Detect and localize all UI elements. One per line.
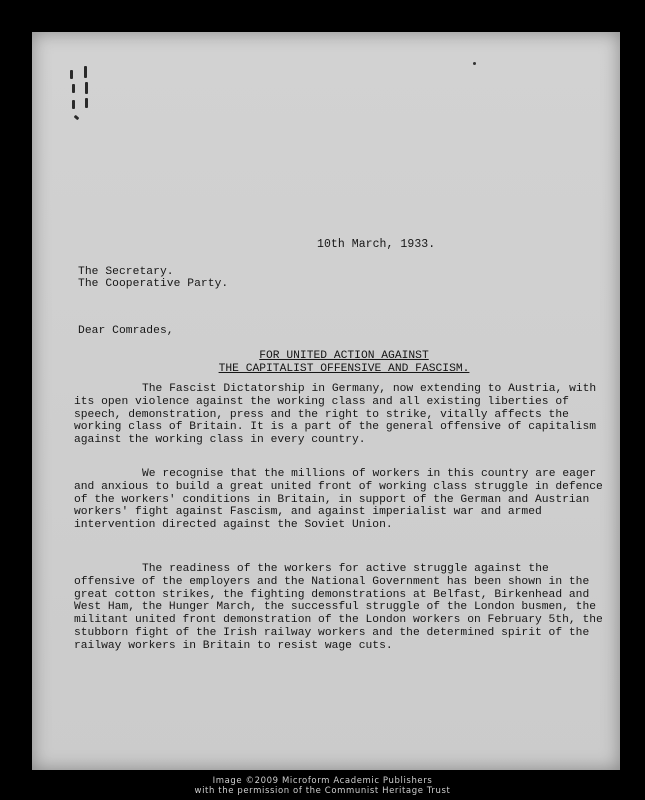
letter-heading	[214, 350, 474, 376]
heading-line-2: THE CAPITALIST OFFENSIVE AND FASCISM.	[218, 363, 470, 375]
paragraph-3: The readiness of the workers for active struggle against the offensive of the employers and the National Government has been shown in the great cotton strikes, the fighting demonstrations at Belfast, Birkenhead and West Ham, the Hunger March, the successful struggle of the London busmen, the militant united front demonstration of the London workers on February 5th, the stubborn fight of the Irish railway workers and the determined spirit of the railway workers in Britain to resist wage cuts.	[74, 563, 603, 652]
recipient-line-1: The Secretary.	[78, 266, 174, 278]
filing-mark	[85, 82, 88, 94]
salutation: Dear Comrades,	[78, 325, 174, 337]
ink-speck	[473, 62, 476, 65]
copyright-line-2: with the permission of the Communist Heritage Trust	[194, 786, 451, 796]
copyright-line-1: Image ©2009 Microform Academic Publishers	[212, 776, 433, 786]
filing-mark	[74, 115, 80, 121]
filing-mark	[72, 84, 75, 93]
filing-mark	[84, 66, 87, 78]
filing-mark	[85, 98, 88, 108]
letter-date: 10th March, 1933.	[317, 238, 436, 251]
paragraph-1: The Fascist Dictatorship in Germany, now extending to Austria, with its open violence against the working class and all existing liberties of speech, demonstration, press and the right to strike, vitally affects the working class of Britain. It is a part of the general offensive of capitalism against the working class in every country.	[74, 383, 597, 447]
recipient-line-2: The Cooperative Party.	[78, 278, 229, 290]
paragraph-2: We recognise that the millions of workers in this country are eager and anxious to build a great united front of working class struggle in defence of the workers' conditions in Britain, in support of the German and Austrian workers' fight against Fascism, and against imperialist war and armed intervention directed against the Soviet Union.	[74, 468, 603, 532]
filing-mark	[70, 70, 73, 79]
letter-page	[32, 32, 620, 770]
filing-mark	[72, 100, 75, 109]
heading-line-1: FOR UNITED ACTION AGAINST	[259, 350, 429, 362]
